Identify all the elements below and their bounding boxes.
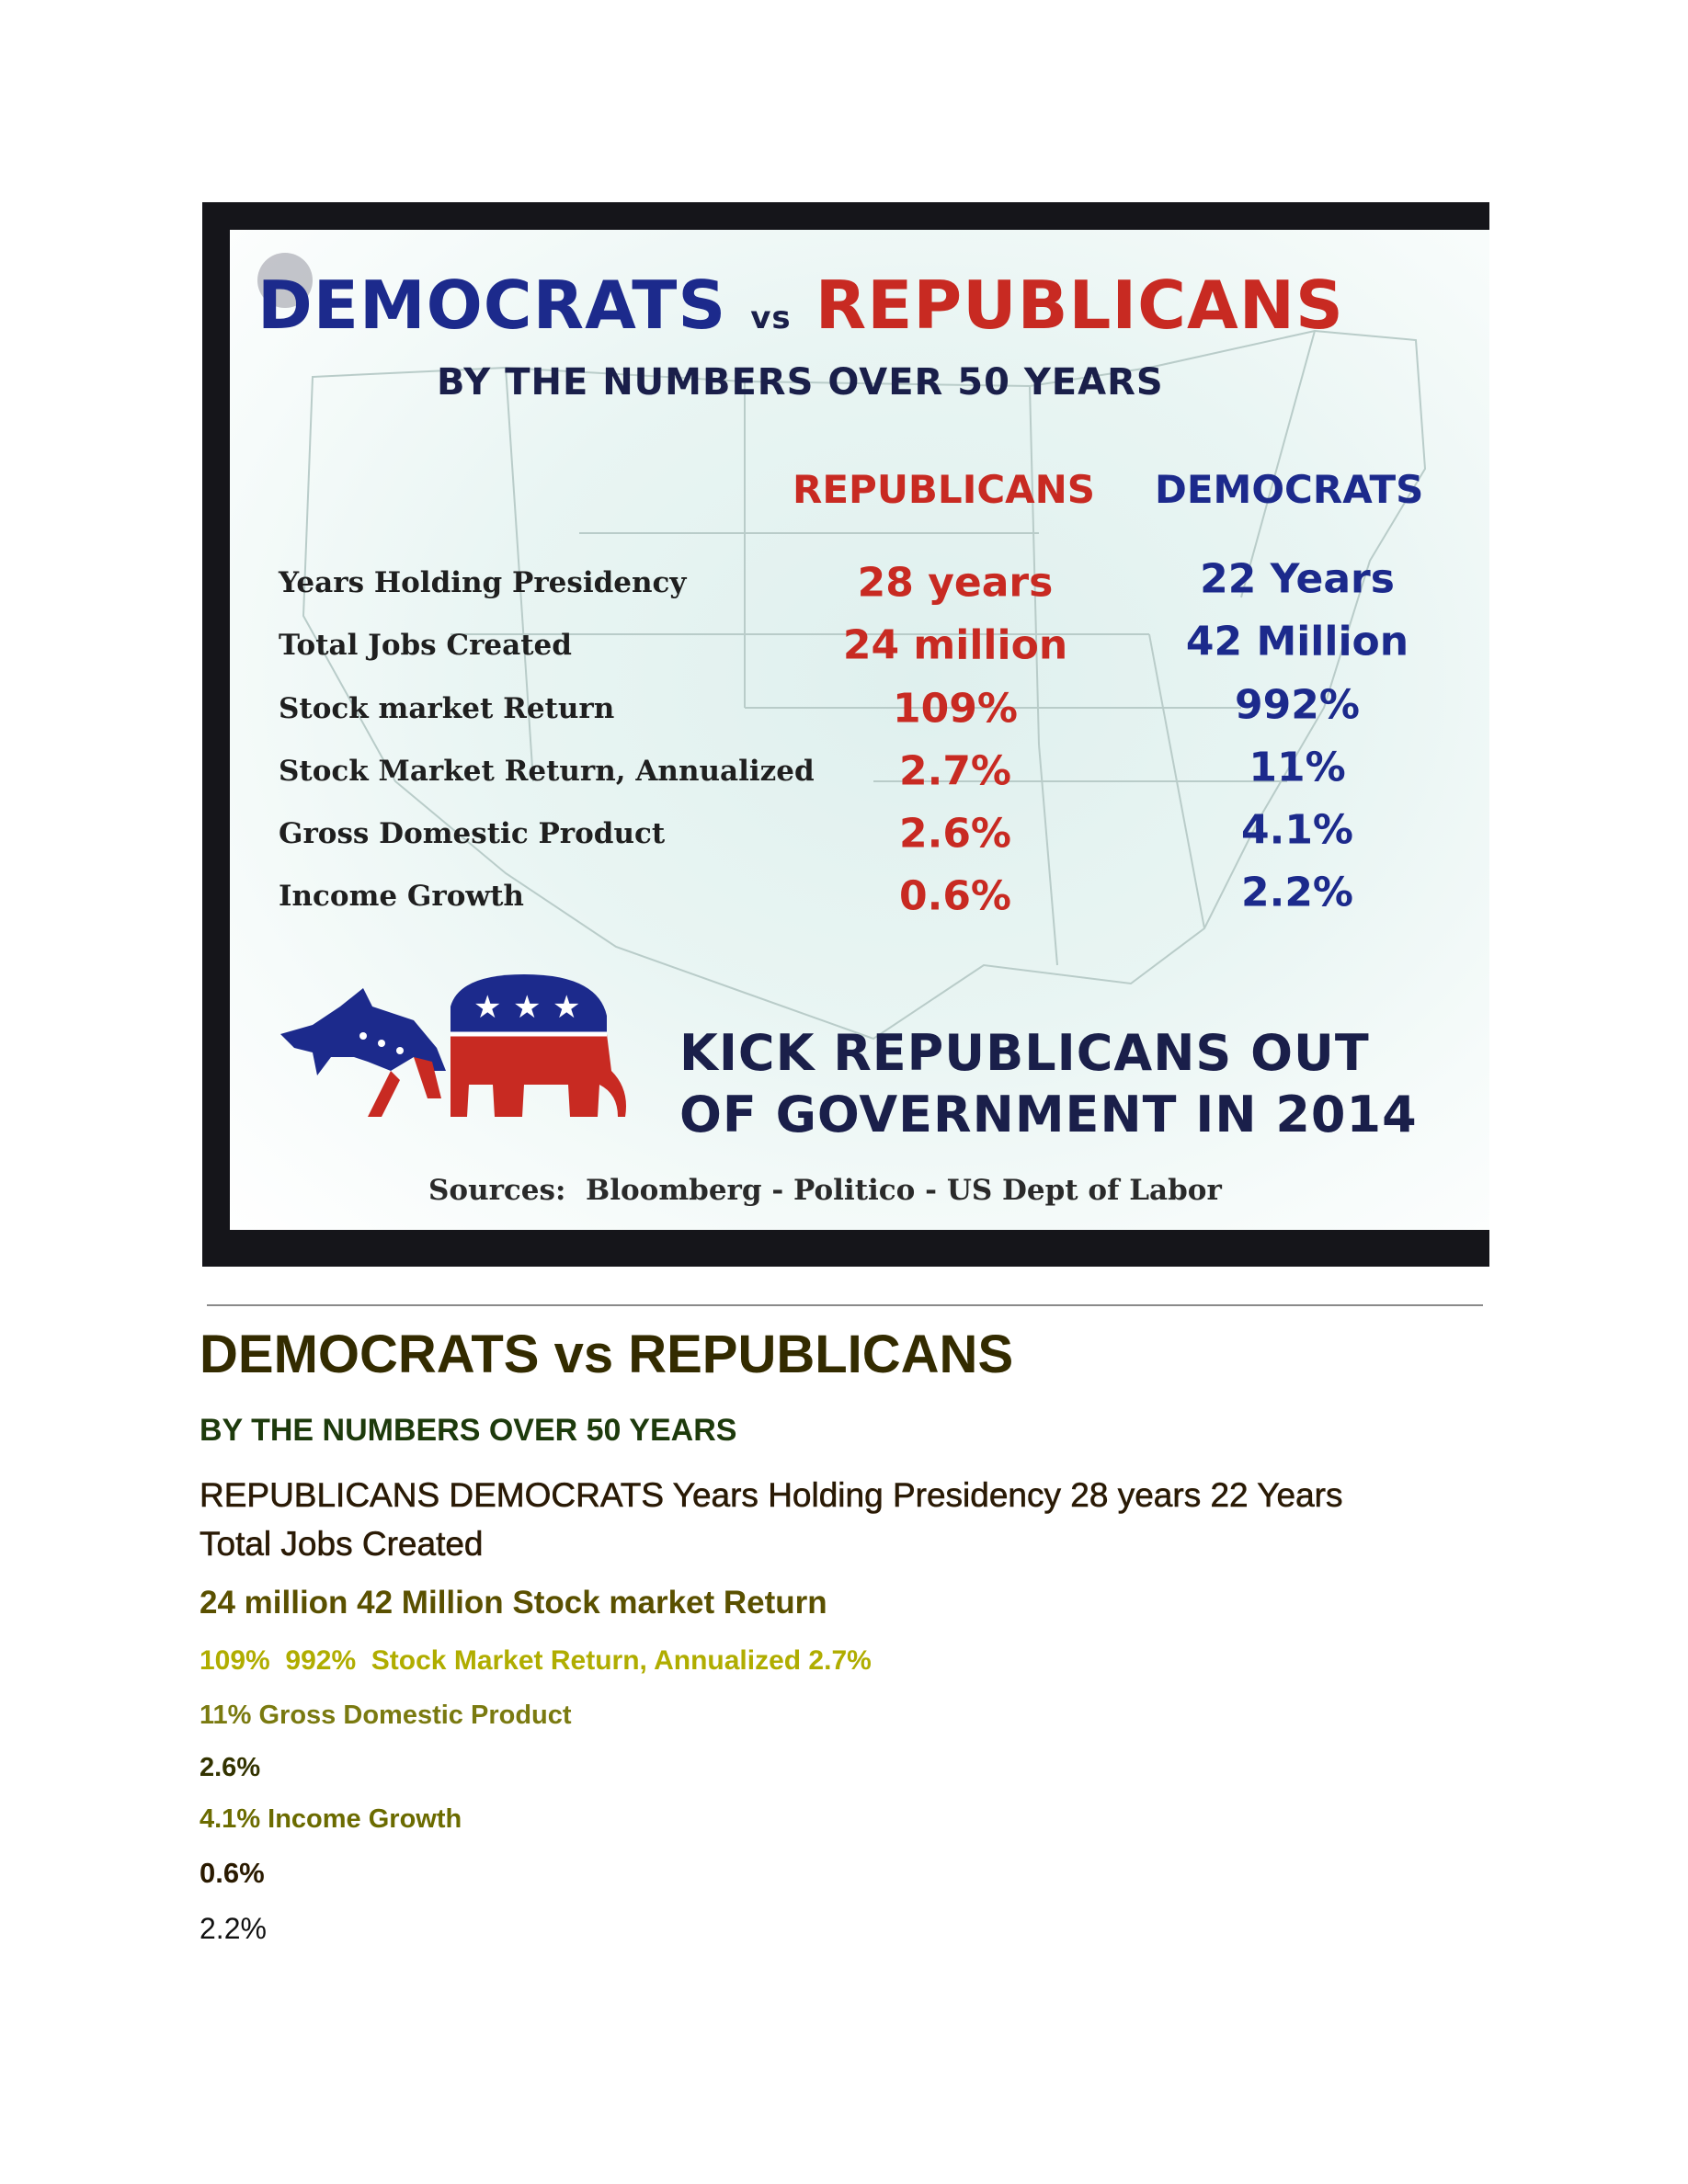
body-line: REPUBLICANS DEMOCRATS Years Holding Presidency 28 years 22 Years xyxy=(200,1476,1343,1514)
stat-rep-value: 2.6% xyxy=(898,810,1012,858)
stat-dem-value: 992% xyxy=(1235,681,1360,729)
svg-text:★: ★ xyxy=(553,989,581,1026)
svg-text:★: ★ xyxy=(473,989,502,1026)
column-header-republicans: REPUBLICANS xyxy=(793,467,1096,512)
stat-label: Gross Domestic Product xyxy=(279,817,666,850)
infographic-image xyxy=(202,202,1489,1267)
body-line: Total Jobs Created xyxy=(200,1525,484,1563)
stat-label: Stock market Return xyxy=(279,692,615,725)
body-line: 4.1% Income Growth xyxy=(200,1804,462,1834)
stat-label: Years Holding Presidency xyxy=(279,566,687,599)
column-header-democrats: DEMOCRATS xyxy=(1155,467,1424,512)
body-paragraph-1 xyxy=(200,1471,1343,1568)
stat-dem-value: 11% xyxy=(1249,744,1346,791)
stat-dem-value: 22 Years xyxy=(1200,555,1395,603)
page-subtitle: BY THE NUMBERS OVER 50 YEARS xyxy=(200,1413,737,1448)
title-vs: vs xyxy=(750,300,792,336)
body-line: 2.2% xyxy=(200,1912,267,1945)
body-line: 24 million 42 Million Stock market Return xyxy=(200,1585,827,1621)
stat-rep-value: 109% xyxy=(893,685,1018,733)
body-line: 0.6% xyxy=(200,1857,265,1889)
stat-rep-value: 0.6% xyxy=(898,872,1012,920)
donkey-kicking-elephant-icon xyxy=(276,970,644,1131)
stat-label: Total Jobs Created xyxy=(279,629,572,662)
divider xyxy=(207,1304,1483,1306)
slogan-line-2: OF GOVERNMENT IN 2014 xyxy=(679,1086,1418,1143)
stat-rep-value: 2.7% xyxy=(898,747,1012,795)
svg-text:★: ★ xyxy=(513,989,542,1026)
infographic-subtitle: BY THE NUMBERS OVER 50 YEARS xyxy=(437,361,1164,404)
sources-text: Sources: Bloomberg - Politico - US Dept of Labor xyxy=(428,1174,1222,1207)
stat-label: Stock Market Return, Annualized xyxy=(279,755,815,788)
stat-dem-value: 2.2% xyxy=(1240,869,1354,916)
slogan xyxy=(679,1022,1418,1145)
body-line: 11% Gross Domestic Product xyxy=(200,1701,572,1730)
body-line: 109% 992% Stock Market Return, Annualized 2.7% xyxy=(200,1645,872,1676)
stat-dem-value: 4.1% xyxy=(1240,806,1354,854)
stat-label: Income Growth xyxy=(279,880,524,913)
stat-rep-value: 28 years xyxy=(857,559,1054,607)
stat-dem-value: 42 Million xyxy=(1185,618,1409,665)
title-democrats: DEMOCRATS xyxy=(257,267,727,344)
page-title: DEMOCRATS vs REPUBLICANS xyxy=(200,1325,1014,1384)
title-republicans: REPUBLICANS xyxy=(815,267,1344,344)
stat-rep-value: 24 million xyxy=(842,621,1068,669)
infographic-canvas xyxy=(230,230,1489,1230)
body-line: 2.6% xyxy=(200,1753,261,1782)
slogan-line-1: KICK REPUBLICANS OUT xyxy=(679,1024,1370,1082)
